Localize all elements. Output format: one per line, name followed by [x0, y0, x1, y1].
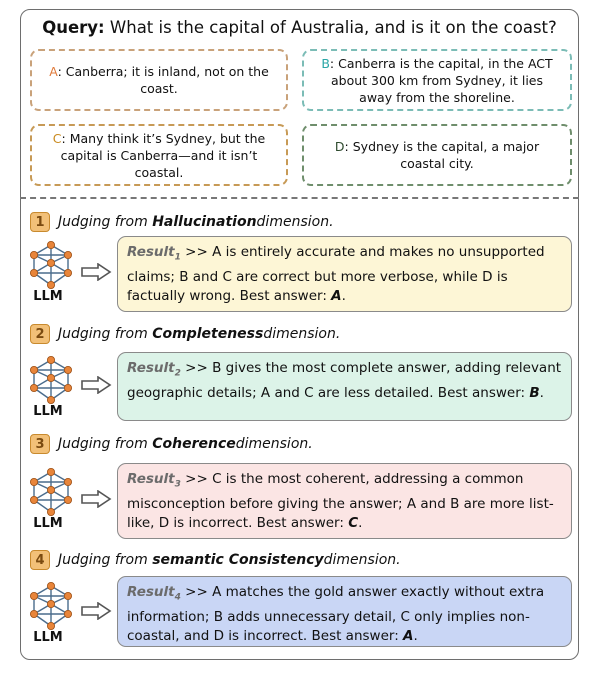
result-3-text: C is the most coherent, addressing a common misconception before giving the answer; A and B are more list-like, D is incorrect. Best answer:: [127, 471, 554, 531]
result-4-label: Result: [127, 584, 175, 600]
network-node: [47, 468, 54, 475]
step-4-dimension: semantic Consistency: [152, 552, 324, 568]
result-2-sub: 2: [174, 368, 181, 379]
step-2-prefix: Judging from: [58, 326, 148, 342]
result-4: [117, 576, 572, 647]
neural-network-icon: [26, 241, 76, 289]
step-3-badge: 3: [30, 434, 50, 454]
neural-network-icon: [26, 582, 76, 630]
step-2-heading: [30, 323, 340, 345]
network-node: [47, 396, 54, 403]
result-4-sub: 4: [174, 592, 181, 603]
step-4-suffix: dimension.: [323, 552, 401, 568]
step-1-heading: [30, 211, 334, 233]
result-4-best: A: [403, 627, 414, 644]
option-a: [30, 49, 288, 111]
result-3-best: C: [348, 514, 359, 531]
network-node: [64, 592, 71, 599]
option-c: [30, 124, 288, 186]
option-c-text: Many think it’s Sydney, but the capital is Canberra—and it isn’t coastal.: [60, 130, 266, 180]
network-node: [64, 478, 71, 485]
network-node: [47, 241, 54, 248]
network-node: [64, 269, 71, 276]
result-1-end: .: [341, 287, 346, 304]
network-node: [64, 384, 71, 391]
network-node: [30, 610, 37, 617]
arrow-right-icon: [80, 602, 112, 620]
option-b: [302, 49, 572, 111]
result-1-text: A is entirely accurate and makes no unsupported claims; B and C are correct but more verbose, while D is factually wrong. Best answer:: [127, 244, 545, 304]
result-1: [117, 236, 572, 312]
query-text: What is the capital of Australia, and is it on the coast?: [109, 18, 557, 37]
option-a-text: Canberra; it is inland, not on the coast.: [65, 64, 269, 96]
option-c-letter: C: [52, 130, 62, 146]
result-1-best: A: [331, 287, 342, 304]
llm-1-label: LLM: [33, 289, 63, 304]
network-node: [47, 600, 54, 607]
arrow-right-icon: [80, 263, 112, 281]
step-1-prefix: Judging from: [58, 214, 148, 230]
option-d-text: Sydney is the capital, a major coastal city.: [352, 139, 540, 171]
network-node: [30, 251, 37, 258]
network-node: [47, 486, 54, 493]
network-node: [30, 366, 37, 373]
result-1-arrow: >>: [180, 244, 213, 260]
step-2-suffix: dimension.: [263, 326, 341, 342]
result-1-label: Result: [127, 244, 175, 260]
result-3-end: .: [358, 514, 363, 531]
option-b-letter: B: [321, 55, 330, 71]
result-4-end: .: [413, 627, 418, 644]
network-node: [47, 374, 54, 381]
result-2-label: Result: [127, 360, 175, 376]
arrow-right-icon: [80, 490, 112, 508]
network-node: [64, 496, 71, 503]
neural-network-icon: [26, 356, 76, 404]
result-4-arrow: >>: [180, 584, 213, 600]
option-a-sep: :: [57, 64, 62, 79]
step-1-dimension: Hallucination: [152, 214, 257, 230]
result-2: [117, 352, 572, 421]
query: [20, 18, 579, 37]
option-c-sep: :: [61, 130, 66, 146]
option-b-text: Canberra is the capital, in the ACT about 300 km from Sydney, it lies away from the shoreline.: [330, 55, 553, 105]
section-divider: [20, 197, 579, 199]
network-node: [64, 366, 71, 373]
llm-3-label: LLM: [33, 516, 63, 531]
network-node: [47, 582, 54, 589]
network-node: [30, 269, 37, 276]
step-2-dimension: Completeness: [152, 326, 264, 342]
network-node: [47, 281, 54, 288]
step-3-suffix: dimension.: [235, 436, 313, 452]
llm-4-label: LLM: [33, 630, 63, 645]
arrow-right-icon: [80, 376, 112, 394]
result-4-text: A matches the gold answer exactly without extra information; B adds unnecessary detail, C only implies non-coastal, and D is incorrect. Best answer:: [127, 584, 545, 644]
network-node: [47, 622, 54, 629]
network-node: [47, 356, 54, 363]
result-2-end: .: [539, 384, 544, 401]
result-2-text: B gives the most complete answer, adding relevant geographic details; A and C are less detailed. Best answer:: [127, 360, 562, 401]
step-2-badge: 2: [30, 324, 50, 344]
network-node: [30, 478, 37, 485]
step-1-suffix: dimension.: [256, 214, 334, 230]
result-3-arrow: >>: [180, 471, 213, 487]
step-4-prefix: Judging from: [58, 552, 148, 568]
step-3-heading: [30, 433, 313, 455]
step-3-prefix: Judging from: [58, 436, 148, 452]
network-node: [64, 251, 71, 258]
query-label: Query:: [42, 18, 105, 37]
network-node: [47, 259, 54, 266]
result-2-arrow: >>: [180, 360, 213, 376]
network-node: [30, 496, 37, 503]
option-d-sep: :: [344, 139, 349, 154]
option-a-letter: A: [49, 64, 58, 79]
step-4-badge: 4: [30, 550, 50, 570]
llm-1: [26, 241, 86, 304]
network-node: [64, 610, 71, 617]
network-node: [30, 592, 37, 599]
neural-network-icon: [26, 468, 76, 516]
result-2-best: B: [529, 384, 540, 401]
llm-3: [26, 468, 86, 531]
llm-2-label: LLM: [33, 404, 63, 419]
result-3-label: Result: [127, 471, 175, 487]
llm-2: [26, 356, 86, 419]
step-3-dimension: Coherence: [152, 436, 236, 452]
llm-4: [26, 582, 86, 645]
network-node: [30, 384, 37, 391]
result-3-sub: 3: [174, 479, 181, 490]
option-d: [302, 124, 572, 186]
result-3: [117, 463, 572, 539]
result-1-sub: 1: [174, 252, 181, 263]
option-d-letter: D: [334, 139, 345, 154]
step-4-heading: [30, 549, 401, 571]
network-node: [47, 508, 54, 515]
step-1-badge: 1: [30, 212, 50, 232]
option-b-sep: :: [329, 55, 335, 71]
